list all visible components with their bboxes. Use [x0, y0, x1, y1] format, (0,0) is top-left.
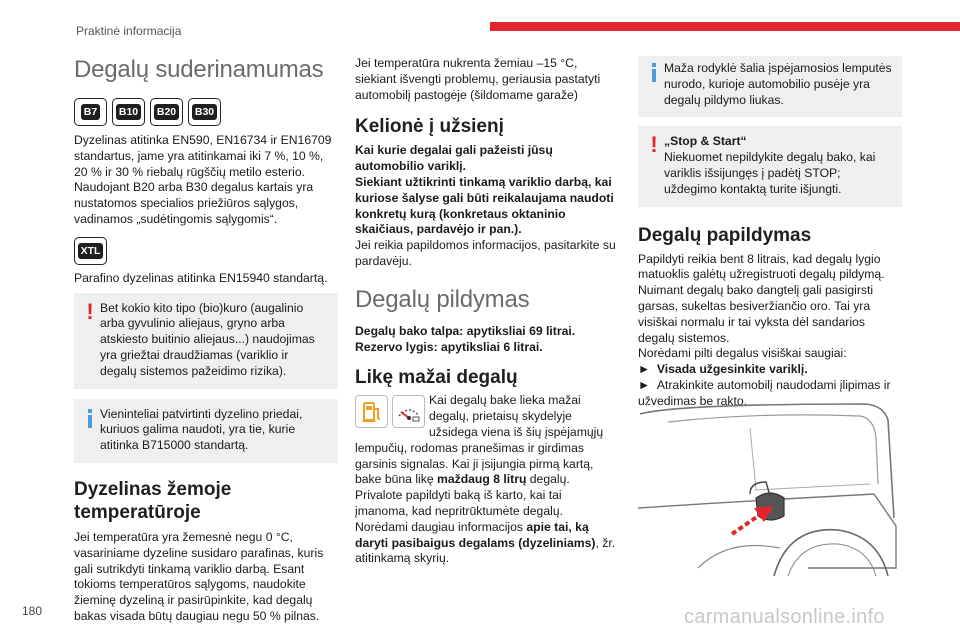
column-2 — [355, 56, 618, 567]
xtl-badge-row — [74, 237, 338, 265]
warning-box-stop-start: ! „Stop & Start“ Niekuomet nepildykite degalų bako, kai variklis išsijungęs į padėtį STOP; uždegimo kontaktą turite išjungti. — [638, 126, 902, 206]
garage-advice-text: Jei temperatūra nukrenta žemiau –15 °C, siekiant išvengti problemų, geriausia pastatyti automobilį pastogėje (šildomame garaže) — [355, 56, 601, 102]
low-temperature-text: Jei temperatūra yra žemesnė negu 0 °C, vasariniame dyzeline susidaro parafinas, kuris gali sutrikdyti tinkamą variklio darbą. Esant tokioms temperatūros sąlygoms, naudokite žieminę dyzeliną ir pasirūpinkite, kad degalų bakas visada būtų daugiau negu 50 % pilnas. — [74, 529, 324, 623]
tank-capacity-text: Degalų bako talpa: apytiksliai 69 litrai. Rezervo lygis: apytiksliai 6 litrai. — [355, 323, 576, 354]
info-icon — [644, 61, 664, 108]
biodiesel-badges — [74, 98, 338, 126]
heading-refill: Degalų papildymas — [638, 224, 812, 246]
page-number: 180 — [22, 604, 43, 618]
car-fuel-flap-illustration — [638, 398, 902, 576]
header-bar — [490, 22, 960, 31]
badge-xtl: XTL — [74, 237, 107, 265]
warning-box-biofuel: ! Bet kokio kito tipo (bio)kuro (augalinio arba gyvulinio aliejaus, gryno arba atskiesto buitinio aliejaus...) naudojimas yra griežtai draudžiamas (variklio ir degalų sistemos pažeidimo rizika). — [74, 293, 338, 389]
info-box-additives: Vieninteliai patvirtinti dyzelino priedai, kuriuos galima naudoti, yra tie, kurie atitinka B715000 standartą. — [74, 399, 338, 463]
info-icon — [80, 407, 100, 454]
column-1 — [74, 56, 338, 625]
title-fuel-compatibility: Degalų suderinamumas — [74, 56, 324, 83]
fuel-pump-icon — [355, 395, 388, 428]
watermark: carmanualsonline.info — [684, 606, 885, 628]
travel-text: Kai kurie degalai gali pažeisti jūsų automobilio variklį. Siekiant užtikrinti tinkamą variklio darbą, kai kuriose šalyse gali būti reikalaujama naudoti konkretų kurą (konkretaus oktaninio skaičiaus, pardavėjo ir pan.). Jei reikia papildomos informacijos, pasitarkite su pardavėju. — [355, 143, 616, 268]
badge-b30: B30 — [188, 98, 221, 126]
fuel-gauge-icon — [392, 395, 425, 428]
column-3 — [638, 56, 902, 410]
refill-text: Papildyti reikia bent 8 litrais, kad degalų lygio matuoklis galėtų užregistruoti degalų pildymą. Nuimant degalų bako dangtelį gali pasigirsti garsas, sukeltas besiveržiančio oro. Tai yra visiškai normalu ir tai vyksta dėl sandarios degalų sistemos. Norėdami pilti degalus visiškai saugiai: ► Visada užgesinkite variklį. ► Atrakinkite automobilį naudodami įlipimas ir užvedimas be rakto. — [638, 251, 891, 408]
info-box-arrow: Maža rodyklė šalia įspėjamosios lemputės nurodo, kurioje automobilio pusėje yra degalų pildymo liukas. — [638, 56, 902, 117]
warning-icon: ! — [86, 298, 94, 324]
low-fuel-section — [355, 393, 618, 567]
badge-b7: B7 — [74, 98, 107, 126]
header-section: Praktinė informacija — [76, 24, 182, 38]
badge-b20: B20 — [150, 98, 183, 126]
heading-travel-abroad: Kelionė į užsienį — [355, 116, 504, 138]
warning-icon: ! — [650, 132, 658, 158]
badge-b10: B10 — [112, 98, 145, 126]
diesel-standards-text: Dyzelinas atitinka EN590, EN16734 ir EN16709 standartus, jame yra atitinkamai iki 7 %, 10 %, 20 % ir 30 % riebalų rūgščių metilo esterio. Naudojant B20 arba B30 degalus kartais yra nustatomos specialios priežiūros sąlygos, vadinamos „sudėtingomis sąlygomis“. — [74, 133, 332, 226]
heading-low-temperature: Dyzelinas žemoje temperatūroje — [74, 478, 232, 523]
title-refuelling: Degalų pildymas — [355, 285, 530, 313]
heading-low-fuel: Likę mažai degalų — [355, 367, 518, 389]
low-fuel-text: Kai degalų bake lieka mažai degalų, prietaisų skydelyje užsidega viena iš šių įspėjamųjų lempučių, rodomas pranešimas ir girdimas garsinis signalas. Kai ji įsijungia pirmą kartą, bake būna likę maždaug 8 litrų degalų. Privalote papildyti baką iš karto, kai tai įmanoma, kad nepritrūktumėte degalų. Norėdami daugiau informacijos apie tai, ką daryti pasibaigus degalams (dyzeliniams), žr. atitinkamą skyrių. — [355, 393, 616, 566]
fuel-warning-icons — [355, 395, 425, 428]
paraffin-diesel-text: Parafino dyzelinas atitinka EN15940 standartą. — [74, 270, 328, 285]
